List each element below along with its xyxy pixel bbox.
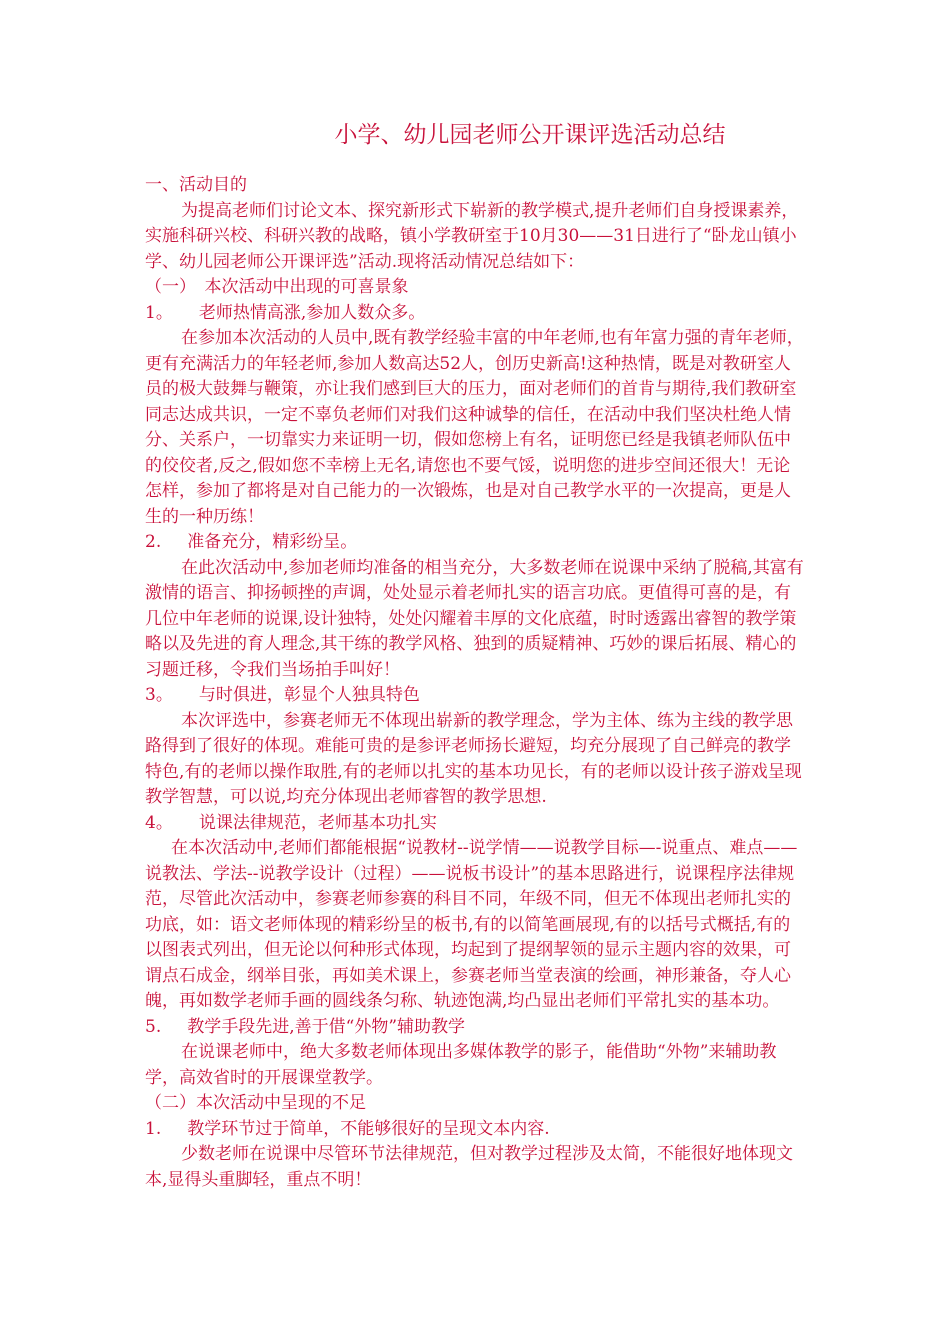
- item-number: 5.: [145, 1016, 162, 1037]
- item-title: 准备充分，精彩纷呈。: [187, 532, 358, 552]
- section-heading: 一、活动目的: [145, 175, 247, 195]
- item-title: 说课法律规范，老师基本功扎实: [198, 812, 437, 833]
- item-number: 3。: [145, 685, 173, 705]
- item-heading: [145, 811, 805, 837]
- item-number: 1.: [145, 1118, 162, 1139]
- paragraph: 在说课老师中，绝大多数老师体现出多媒体教学的影子，能借助“外物”来辅助教学，高效省时的开展课堂教学。: [145, 1042, 777, 1088]
- item-heading: [145, 683, 805, 709]
- subsection-heading: （二）本次活动中呈现的不足: [145, 1093, 366, 1113]
- item-heading: [145, 1117, 805, 1143]
- document-body: [145, 173, 805, 1193]
- paragraph: 在此次活动中,参加老师均准备的相当充分，大多数老师在说课中采纳了脱稿,其富有激情的语言、抑扬顿挫的声调，处处显示着老师扎实的语言功底。更值得可喜的是，有几位中年老师的说课,设计独特，处处闪耀着丰厚的文化底蕴，时时透露出睿智的教学策略以及先进的育人理念,其干练的教学风格、独到的质疑精神、巧妙的课后拓展、精心的习题迁移，令我们当场拍手叫好！: [145, 557, 804, 680]
- item-heading: [145, 1015, 805, 1041]
- item-title: 教学环节过于简单，不能够很好的呈现文本内容.: [187, 1118, 550, 1139]
- item-title: 老师热情高涨,参加人数众多。: [198, 302, 426, 323]
- item-heading: [145, 301, 805, 327]
- paragraph: 本次评选中，参赛老师无不体现出崭新的教学理念，学为主体、练为主线的教学思路得到了很好的体现。难能可贵的是参评老师扬长避短，均充分展现了自己鲜亮的教学特色,有的老师以操作取胜,有的老师以扎实的基本功见长，有的老师以设计孩子游戏呈现教学智慧，可以说,均充分体现出老师睿智的教学思想.: [145, 710, 802, 807]
- intro-paragraph: 为提高老师们讨论文本、探究新形式下崭新的教学模式,提升老师们自身授课素养，实施科研兴校、科研兴教的战略，镇小学教研室于10月30——31日进行了“卧龙山镇小学、幼儿园老师公开课评选”活动.现将活动情况总结如下：: [145, 200, 799, 272]
- item-number: 4。: [145, 812, 173, 833]
- paragraph: 在本次活动中,老师们都能根据“说教材--说学情——说教学目标—-说重点、难点——说教法、学法--说教学设计（过程）——说板书设计”的基本思路进行，说课程序法律规范，尽管此次活动中，参赛老师参赛的科目不同，年级不同，但无不体现出老师扎实的功底，如：语文老师体现的精彩纷呈的板书,有的以简笔画展现,有的以括号式概括,有的以图表式列出，但无论以何种形式体现，均起到了提纲挈领的显示主题内容的效果，可谓点石成金，纲举目张，再如美术课上，参赛老师当堂表演的绘画，神形兼备，夺人心魄，再如数学老师手画的圆线条匀称、轨迹饱满,均凸显出老师们平常扎实的基本功。: [145, 838, 798, 1011]
- paragraph: 在参加本次活动的人员中,既有教学经验丰富的中年老师,也有年富力强的青年老师，更有充满活力的年轻老师,参加人数高达52人，创历史新高!这种热情，既是对教研室人员的极大鼓舞与鞭策，亦让我们感到巨大的压力，面对老师们的首肯与期待,我们教研室同志达成共识，一定不辜负老师们对我们这种诚挚的信任，在活动中我们坚决杜绝人情分、关系户，一切靠实力来证明一切，假如您榜上有名，证明您已经是我镇老师队伍中的佼佼者,反之,假如您不幸榜上无名,请您也不要气馁，说明您的进步空间还很大！无论怎样，参加了都将是对自己能力的一次锻炼，也是对自己教学水平的一次提高，更是人生的一种历练！: [145, 328, 804, 527]
- subsection-heading: （一） 本次活动中出现的可喜景象: [145, 277, 409, 297]
- item-number: 2.: [145, 532, 162, 552]
- item-number: 1。: [145, 302, 173, 323]
- item-title: 与时俱进，彰显个人独具特色: [198, 685, 420, 705]
- item-title: 教学手段先进,善于借“外物”辅助教学: [187, 1016, 466, 1037]
- document-title: 小学、幼儿园老师公开课评选活动总结: [334, 122, 726, 148]
- item-heading: [145, 530, 805, 556]
- paragraph: 少数老师在说课中尽管环节法律规范，但对教学过程涉及太简，不能很好地体现文本,显得头重脚轻，重点不明！: [145, 1144, 793, 1190]
